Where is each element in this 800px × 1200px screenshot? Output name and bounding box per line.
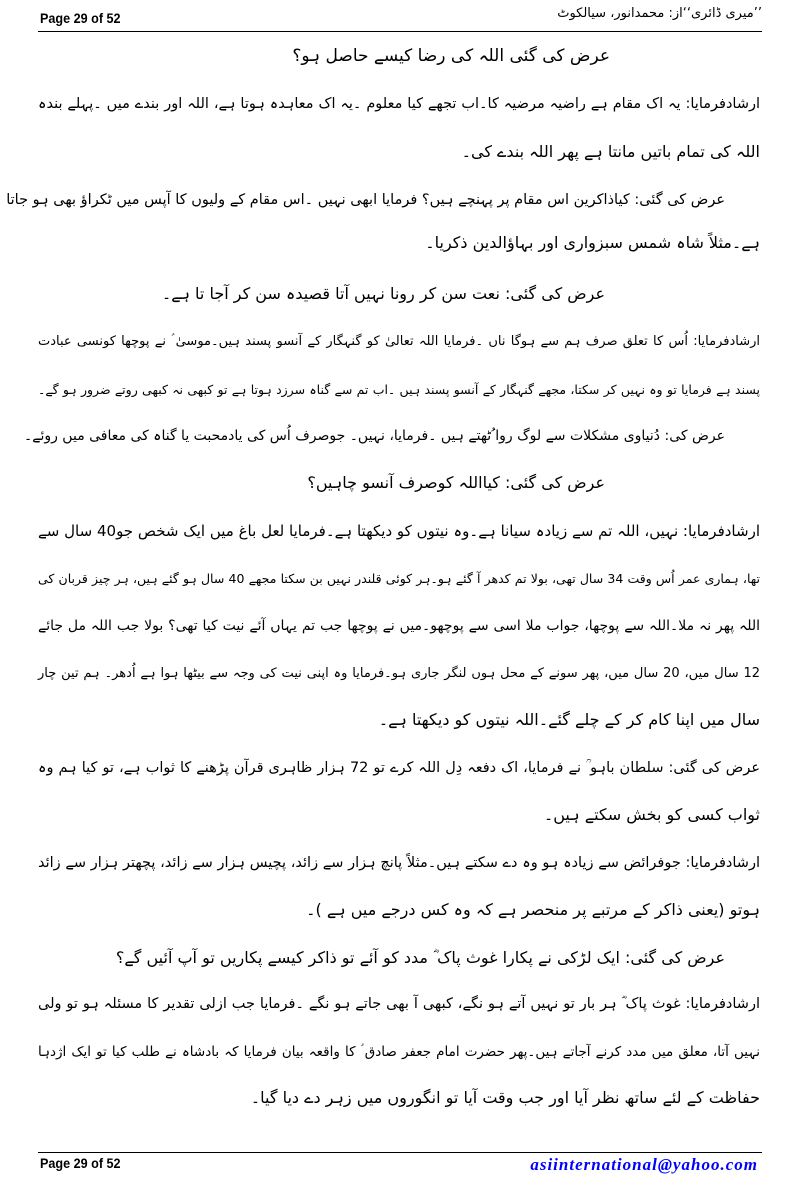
question-line: عرض کی گئی اللہ کی رضا کیسے حاصل ہو؟ (292, 46, 610, 66)
answer-line: ارشادفرمایا: اُس کا تعلق صرف ہم سے ہوگا ناں ۔فرمایا اللہ تعالیٰ کو گنہگار کے آنسو پسند ہیں۔موسیٰ ؑ نے پوچھا کونسی عبادت (38, 334, 760, 349)
question-line: عرض کی گئی: ایک لڑکی نے پکارا غوث پاک ؓ مدد کو آئے تو ذاکر کیسے پکاریں تو آپ آئیں گے؟ (115, 948, 725, 967)
answer-line: پسند ہے فرمایا تو وہ نہیں کر سکتا، مجھے گنہگار کے آنسو پسند ہیں ۔اب تم سے گناہ سرزد ہوتا ہے تو کبھی نہ کبھی روتے ضرور ہو گے۔ (38, 382, 760, 397)
question-line: عرض کی گئی: کیااللہ کوصرف آنسو چاہیں؟ (307, 473, 605, 492)
answer-line: ارشادفرمایا: جوفرائض سے زیادہ ہو وہ دے سکتے ہیں۔مثلاً پانچ ہزار سے زائد، پچیس ہزار سے زائد، پچھتر ہزار سے زائد (38, 855, 760, 871)
question-line: عرض کی گئی: نعت سن کر رونا نہیں آتا قصیدہ سن کر آجا تا ہے۔ (161, 284, 605, 303)
answer-line: 12 سال میں، 20 سال میں، پھر سونے کے محل ہوں لنگر جاری ہو۔فرمایا وہ اپنی نیت کی وجہ سے بیٹھا ہوا ہے اُدھر۔ ہم تین چار (38, 666, 760, 681)
answer-line: تھا، ہماری عمر اُس وقت 34 سال تھی، بولا تم کدھر آ گئے ہو۔ہر کوئی قلندر نہیں بن سکتا مجھے 40 سال ہو گئے ہیں، ہر چیز قربان کی (38, 571, 760, 586)
question-line: عرض کی گئی: کیاذاکرین اس مقام پر پہنچے ہیں؟ فرمایا ابھی نہیں ۔اس مقام کے ولیوں کا آپس میں ٹکراؤ بھی ہو جاتا (6, 192, 725, 208)
footer-page-label: Page 29 of 52 (40, 1155, 121, 1171)
answer-line: اللہ کی تمام باتیں مانتا ہے پھر اللہ بندے کی۔ (461, 142, 760, 161)
question-line: ہے۔مثلاً شاہ شمس سبزواری اور بہاؤالدین ذکریا۔ (425, 233, 760, 252)
answer-line: ارشادفرمایا: غوث پاک ؓ ہر بار تو نہیں آتے ہو نگے، کبھی آ بھی جاتے ہو نگے ۔فرمایا جب ازلی تقدیر کا مسئلہ ہو تو ولی (38, 996, 760, 1012)
header-page-label: Page 29 of 52 (40, 10, 121, 26)
answer-line: نہیں آتا، معلق میں مدد کرنے آجاتے ہیں۔پھر حضرت امام جعفر صادق ؑ کا واقعہ بیان فرمایا کہ بادشاہ نے طلب کیا تو ایک اژدہا (38, 1044, 760, 1060)
answer-line: اللہ پھر نہ ملا۔اللہ سے پوچھا، جواب ملا اسی سے پوچھو۔میں نے پوچھا جب تم یہاں آئے نیت کیا تھی؟ بولا جب اللہ مل جائے (38, 618, 760, 634)
header-book-title: ’’میری ڈائری‘‘از: محمدانور، سیالکوٹ (557, 6, 762, 21)
footer-divider (38, 1152, 762, 1153)
answer-line: ارشادفرمایا: یہ اک مقام ہے راضیہ مرضیہ کا۔اب تجھے کیا معلوم ۔یہ اک معاہدہ ہوتا ہے، اللہ اور بندے میں ۔پہلے بندہ (38, 96, 760, 112)
answer-line: ارشادفرمایا: نہیں، اللہ تم سے زیادہ سیانا ہے۔وہ نیتوں کو دیکھتا ہے۔فرمایا لعل باغ میں ایک شخص جو40 سال سے (38, 522, 760, 540)
footer-email-link[interactable]: asiinternational@yahoo.com (530, 1155, 758, 1174)
question-line: عرض کی گئی: سلطان باہو ؒ نے فرمایا، اک دفعہ دِل اللہ کرے تو 72 ہزار ظاہری قرآن پڑھنے کا ثواب ہے، تو کیا ہم وہ (38, 760, 760, 776)
header-divider (38, 31, 762, 32)
answer-line: ہوتو (یعنی ذاکر کے مرتبے پر منحصر ہے کہ وہ کس درجے میں ہے )۔ (306, 900, 760, 919)
answer-line: سال میں اپنا کام کر کے چلے گئے۔اللہ نیتوں کو دیکھتا ہے۔ (378, 710, 760, 729)
answer-line: حفاظت کے لئے ساتھ نظر آیا اور جب وقت آیا تو انگوروں میں زہر دے دیا گیا۔ (250, 1088, 760, 1107)
question-line: ثواب کسی کو بخش سکتے ہیں۔ (543, 805, 760, 824)
question-line: عرض کی: دُنیاوی مشکلات سے لوگ روا ُٹھتے ہیں ۔فرمایا، نہیں۔ جوصرف اُس کی یادمحبت یا گناہ کی معافی میں روئے۔ (24, 428, 725, 444)
